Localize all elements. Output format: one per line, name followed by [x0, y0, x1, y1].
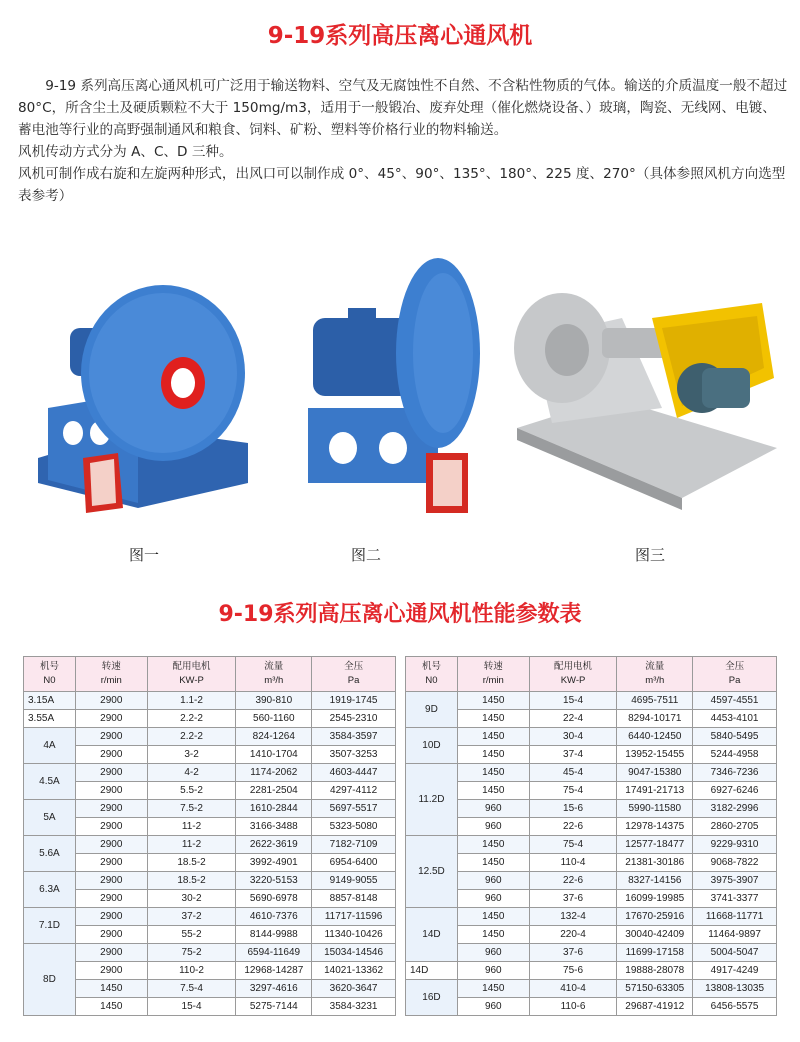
cell-speed: 2900 — [75, 818, 147, 836]
cell-flow: 29687-41912 — [617, 998, 693, 1016]
cell-flow: 57150-63305 — [617, 980, 693, 998]
cell-flow: 8144-9988 — [236, 926, 312, 944]
cell-speed: 2900 — [75, 908, 147, 926]
table-row — [406, 908, 777, 926]
figure-3-fan-image — [512, 258, 782, 528]
intro-text — [18, 75, 788, 207]
cell-speed: 2900 — [75, 926, 147, 944]
cell-motor: 5.5-2 — [147, 782, 236, 800]
cell-pressure: 5697-5517 — [312, 800, 396, 818]
cell-speed: 1450 — [457, 728, 529, 746]
cell-flow: 3297-4616 — [236, 980, 312, 998]
figure-3-caption: 图三 — [634, 546, 665, 564]
cell-speed: 960 — [457, 890, 529, 908]
table-row — [406, 890, 777, 908]
table-row — [406, 764, 777, 782]
cell-flow: 6594-11649 — [236, 944, 312, 962]
cell-motor: 2.2-2 — [147, 728, 236, 746]
cell-flow: 16099-19985 — [617, 890, 693, 908]
cell-speed: 2900 — [75, 692, 147, 710]
cell-motor: 11-2 — [147, 836, 236, 854]
cell-speed: 1450 — [457, 836, 529, 854]
cell-speed: 1450 — [457, 980, 529, 998]
cell-motor: 7.5-2 — [147, 800, 236, 818]
cell-speed: 960 — [457, 818, 529, 836]
table-row — [406, 998, 777, 1016]
cell-motor: 2.2-2 — [147, 710, 236, 728]
cell-pressure: 2860-2705 — [693, 818, 777, 836]
cell-flow: 21381-30186 — [617, 854, 693, 872]
cell-flow: 12978-14375 — [617, 818, 693, 836]
cell-speed: 2900 — [75, 836, 147, 854]
cell-pressure: 9149-9055 — [312, 872, 396, 890]
cell-flow: 390-810 — [236, 692, 312, 710]
cell-model-no: 5A — [24, 800, 76, 836]
cell-speed: 1450 — [457, 926, 529, 944]
table-row — [406, 746, 777, 764]
cell-pressure: 6927-6246 — [693, 782, 777, 800]
table-row — [24, 944, 396, 962]
table-title: 9-19系列高压离心通风机性能参数表 — [218, 602, 582, 627]
cell-flow: 4695-7511 — [617, 692, 693, 710]
cell-pressure: 3584-3597 — [312, 728, 396, 746]
cell-flow: 13952-15455 — [617, 746, 693, 764]
table-row — [24, 890, 396, 908]
cell-speed: 2900 — [75, 890, 147, 908]
table-row — [24, 872, 396, 890]
column-header: 流量 m³/h — [617, 657, 693, 692]
column-header: 流量 m³/h — [236, 657, 312, 692]
figure-1-fan-image — [28, 258, 258, 528]
cell-motor: 30-2 — [147, 890, 236, 908]
cell-pressure: 11717-11596 — [312, 908, 396, 926]
cell-pressure: 9229-9310 — [693, 836, 777, 854]
intro-paragraph-1: 9-19 系列高压离心通风机可广泛用于输送物料、空气及无腐蚀性不自然、不含粘性物质的气体。输送的介质温度一般不超过 80°C，所含尘土及硬质颗粒不大于 150mg/m3，适用于一般锻冶、废弃处理（催化燃烧设备、）玻璃，陶瓷、无线网、电镀、蓄电池等行业的高野强制通风和粮食、饲料、矿粉、塑料等价格行业的物料输送。 — [18, 78, 788, 138]
cell-motor: 75-4 — [529, 836, 617, 854]
table-row — [24, 818, 396, 836]
intro-paragraph-3: 风机可制作成右旋和左旋两种形式，出风口可以制作成 0°、45°、90°、135°、180°、225 度、270°（具体参照风机方向选型表参考） — [18, 166, 786, 204]
figure-2-fan-image — [288, 258, 488, 528]
cell-pressure: 11464-9897 — [693, 926, 777, 944]
cell-speed: 2900 — [75, 746, 147, 764]
table-row — [24, 962, 396, 980]
table-row — [24, 710, 396, 728]
cell-speed: 2900 — [75, 944, 147, 962]
cell-model-no: 16D — [406, 980, 458, 1016]
cell-speed: 960 — [457, 800, 529, 818]
cell-pressure: 3584-3231 — [312, 998, 396, 1016]
cell-flow: 3220-5153 — [236, 872, 312, 890]
table-row — [406, 782, 777, 800]
cell-pressure: 3975-3907 — [693, 872, 777, 890]
cell-pressure: 3620-3647 — [312, 980, 396, 998]
cell-pressure: 11668-11771 — [693, 908, 777, 926]
cell-speed: 1450 — [75, 998, 147, 1016]
cell-flow: 824-1264 — [236, 728, 312, 746]
table-row — [24, 854, 396, 872]
cell-motor: 110-4 — [529, 854, 617, 872]
cell-flow: 2622-3619 — [236, 836, 312, 854]
table-row — [406, 692, 777, 710]
cell-pressure: 3182-2996 — [693, 800, 777, 818]
cell-speed: 960 — [457, 998, 529, 1016]
figure-2-caption: 图二 — [350, 546, 381, 564]
cell-pressure: 7182-7109 — [312, 836, 396, 854]
cell-pressure: 3741-3377 — [693, 890, 777, 908]
cell-model-no: 14D — [406, 908, 458, 962]
table-row — [24, 998, 396, 1016]
table-header-row — [406, 657, 777, 692]
table-row — [24, 692, 396, 710]
cell-model-no: 12.5D — [406, 836, 458, 908]
table-row — [406, 800, 777, 818]
cell-flow: 5275-7144 — [236, 998, 312, 1016]
cell-speed: 2900 — [75, 764, 147, 782]
cell-speed: 1450 — [457, 692, 529, 710]
cell-flow: 17491-21713 — [617, 782, 693, 800]
cell-model-no: 11.2D — [406, 764, 458, 836]
cell-flow: 9047-15380 — [617, 764, 693, 782]
cell-flow: 5690-6978 — [236, 890, 312, 908]
intro-paragraph-2: 风机传动方式分为 A、C、D 三种。 — [18, 144, 233, 160]
cell-model-no: 14D — [406, 962, 458, 980]
cell-motor: 7.5-4 — [147, 980, 236, 998]
cell-pressure: 6456-5575 — [693, 998, 777, 1016]
cell-flow: 1410-1704 — [236, 746, 312, 764]
table-row — [24, 980, 396, 998]
cell-motor: 45-4 — [529, 764, 617, 782]
cell-model-no: 6.3A — [24, 872, 76, 908]
cell-speed: 2900 — [75, 872, 147, 890]
cell-pressure: 4603-4447 — [312, 764, 396, 782]
cell-flow: 8294-10171 — [617, 710, 693, 728]
cell-motor: 37-2 — [147, 908, 236, 926]
cell-flow: 6440-12450 — [617, 728, 693, 746]
cell-speed: 960 — [457, 962, 529, 980]
column-header: 转速 r/min — [75, 657, 147, 692]
cell-motor: 110-2 — [147, 962, 236, 980]
table-row — [406, 710, 777, 728]
cell-pressure: 4297-4112 — [312, 782, 396, 800]
cell-speed: 2900 — [75, 854, 147, 872]
cell-speed: 2900 — [75, 800, 147, 818]
cell-model-no: 3.15A — [24, 692, 76, 710]
column-header: 转速 r/min — [457, 657, 529, 692]
cell-flow: 3992-4901 — [236, 854, 312, 872]
cell-pressure: 4453-4101 — [693, 710, 777, 728]
column-header: 配用电机 KW-P — [147, 657, 236, 692]
table-row — [24, 908, 396, 926]
cell-motor: 3-2 — [147, 746, 236, 764]
cell-flow: 30040-42409 — [617, 926, 693, 944]
table-row — [406, 728, 777, 746]
table-row — [406, 836, 777, 854]
cell-pressure: 4917-4249 — [693, 962, 777, 980]
cell-speed: 1450 — [457, 746, 529, 764]
cell-motor: 22-6 — [529, 872, 617, 890]
cell-flow: 1610-2844 — [236, 800, 312, 818]
table-row — [24, 926, 396, 944]
cell-flow: 19888-28078 — [617, 962, 693, 980]
cell-pressure: 3507-3253 — [312, 746, 396, 764]
table-row — [406, 818, 777, 836]
cell-pressure: 4597-4551 — [693, 692, 777, 710]
cell-motor: 18.5-2 — [147, 854, 236, 872]
cell-motor: 22-6 — [529, 818, 617, 836]
table-row — [24, 728, 396, 746]
spec-table-right — [405, 656, 777, 1016]
cell-flow: 3166-3488 — [236, 818, 312, 836]
cell-motor: 4-2 — [147, 764, 236, 782]
cell-flow: 8327-14156 — [617, 872, 693, 890]
cell-pressure: 5323-5080 — [312, 818, 396, 836]
cell-flow: 11699-17158 — [617, 944, 693, 962]
cell-pressure: 14021-13362 — [312, 962, 396, 980]
cell-motor: 37-6 — [529, 890, 617, 908]
table-row — [24, 746, 396, 764]
cell-speed: 1450 — [75, 980, 147, 998]
cell-model-no: 9D — [406, 692, 458, 728]
cell-motor: 15-6 — [529, 800, 617, 818]
cell-motor: 75-4 — [529, 782, 617, 800]
cell-model-no: 4.5A — [24, 764, 76, 800]
cell-motor: 410-4 — [529, 980, 617, 998]
cell-flow: 4610-7376 — [236, 908, 312, 926]
column-header: 机号 N0 — [24, 657, 76, 692]
cell-motor: 1.1-2 — [147, 692, 236, 710]
cell-speed: 1450 — [457, 710, 529, 728]
table-row — [406, 854, 777, 872]
column-header: 全压 Pa — [693, 657, 777, 692]
cell-motor: 37-4 — [529, 746, 617, 764]
cell-pressure: 8857-8148 — [312, 890, 396, 908]
cell-pressure: 15034-14546 — [312, 944, 396, 962]
cell-model-no: 10D — [406, 728, 458, 764]
cell-speed: 2900 — [75, 962, 147, 980]
table-row — [406, 980, 777, 998]
cell-pressure: 7346-7236 — [693, 764, 777, 782]
cell-speed: 2900 — [75, 728, 147, 746]
cell-speed: 2900 — [75, 710, 147, 728]
cell-motor: 110-6 — [529, 998, 617, 1016]
cell-flow: 12577-18477 — [617, 836, 693, 854]
table-row — [24, 836, 396, 854]
column-header: 机号 N0 — [406, 657, 458, 692]
cell-speed: 1450 — [457, 854, 529, 872]
table-header-row — [24, 657, 396, 692]
cell-motor: 220-4 — [529, 926, 617, 944]
table-row — [24, 764, 396, 782]
cell-pressure: 11340-10426 — [312, 926, 396, 944]
cell-flow: 17670-25916 — [617, 908, 693, 926]
cell-model-no: 7.1D — [24, 908, 76, 944]
cell-speed: 1450 — [457, 764, 529, 782]
column-header: 全压 Pa — [312, 657, 396, 692]
cell-flow: 1174-2062 — [236, 764, 312, 782]
cell-pressure: 9068-7822 — [693, 854, 777, 872]
cell-speed: 960 — [457, 872, 529, 890]
cell-pressure: 13808-13035 — [693, 980, 777, 998]
cell-pressure: 5004-5047 — [693, 944, 777, 962]
cell-flow: 2281-2504 — [236, 782, 312, 800]
table-row — [406, 944, 777, 962]
cell-motor: 15-4 — [529, 692, 617, 710]
cell-motor: 18.5-2 — [147, 872, 236, 890]
table-row — [406, 926, 777, 944]
cell-speed: 2900 — [75, 782, 147, 800]
column-header: 配用电机 KW-P — [529, 657, 617, 692]
table-row — [406, 962, 777, 980]
cell-motor: 75-6 — [529, 962, 617, 980]
cell-speed: 960 — [457, 944, 529, 962]
cell-pressure: 1919-1745 — [312, 692, 396, 710]
cell-pressure: 5840-5495 — [693, 728, 777, 746]
cell-pressure: 5244-4958 — [693, 746, 777, 764]
table-row — [24, 782, 396, 800]
table-row — [406, 872, 777, 890]
cell-motor: 30-4 — [529, 728, 617, 746]
cell-motor: 132-4 — [529, 908, 617, 926]
spec-table-left — [23, 656, 396, 1016]
cell-model-no: 3.55A — [24, 710, 76, 728]
table-row — [24, 800, 396, 818]
cell-speed: 1450 — [457, 782, 529, 800]
cell-motor: 11-2 — [147, 818, 236, 836]
cell-flow: 560-1160 — [236, 710, 312, 728]
cell-motor: 37-6 — [529, 944, 617, 962]
page-title: 9-19系列高压离心通风机 — [267, 23, 533, 49]
cell-motor: 55-2 — [147, 926, 236, 944]
cell-motor: 22-4 — [529, 710, 617, 728]
cell-model-no: 8D — [24, 944, 76, 1016]
cell-flow: 5990-11580 — [617, 800, 693, 818]
cell-pressure: 6954-6400 — [312, 854, 396, 872]
cell-pressure: 2545-2310 — [312, 710, 396, 728]
cell-motor: 15-4 — [147, 998, 236, 1016]
cell-model-no: 5.6A — [24, 836, 76, 872]
cell-speed: 1450 — [457, 908, 529, 926]
figure-1-caption: 图一 — [128, 546, 159, 564]
cell-model-no: 4A — [24, 728, 76, 764]
cell-motor: 75-2 — [147, 944, 236, 962]
cell-flow: 12968-14287 — [236, 962, 312, 980]
